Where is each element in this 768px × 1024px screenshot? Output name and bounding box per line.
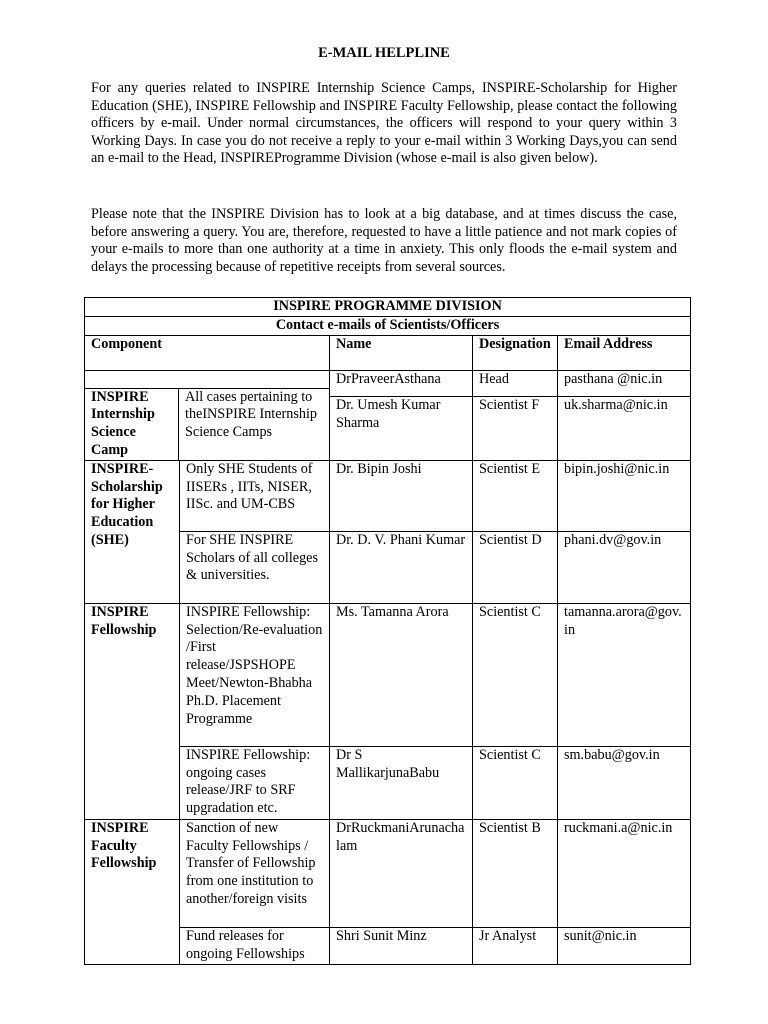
column-header-name: Name — [330, 335, 473, 370]
officer-email: sunit@nic.in — [558, 927, 691, 964]
officer-designation: Scientist D — [473, 531, 558, 603]
contacts-subheading: Contact e-mails of Scientists/Officers — [85, 316, 691, 335]
officer-email: sm.babu@gov.in — [558, 746, 691, 819]
officer-designation: Scientist C — [473, 746, 558, 819]
head-email: pasthana @nic.in — [558, 370, 691, 396]
table-row — [85, 819, 691, 927]
row-description: For SHE INSPIRE Scholars of all colleges & universities. — [180, 531, 330, 603]
page-title: E-MAIL HELPLINE — [318, 45, 450, 61]
column-header-component: Component — [85, 335, 330, 370]
officer-name: Dr. Bipin Joshi — [330, 460, 473, 531]
row-description: Only SHE Students of IISERs , IITs, NISER, IISc. and UM-CBS — [180, 460, 330, 531]
officer-designation: Jr Analyst — [473, 927, 558, 964]
officer-name: DrRuckmaniArunachalam — [330, 819, 473, 927]
column-header-email: Email Address — [558, 335, 691, 370]
component-fellowship: INSPIRE Fellowship — [85, 603, 180, 819]
table-row — [85, 603, 691, 746]
officer-email: bipin.joshi@nic.in — [558, 460, 691, 531]
row-description: INSPIRE Fellowship: ongoing cases release/JRF to SRF upgradation etc. — [180, 746, 330, 819]
row-description: Fund releases for ongoing Fellowships — [180, 927, 330, 964]
column-header-row — [85, 335, 691, 370]
table-row — [85, 460, 691, 531]
officer-name: Dr. D. V. Phani Kumar — [330, 531, 473, 603]
officer-designation: Scientist E — [473, 460, 558, 531]
component-faculty: INSPIRE Faculty Fellowship — [85, 819, 180, 964]
component-she: INSPIRE-Scholarship for Higher Education (SHE) — [85, 460, 180, 603]
officer-designation: Scientist F — [473, 396, 558, 460]
column-header-designation: Designation — [473, 335, 558, 370]
blank-cell — [85, 371, 329, 389]
officer-designation: Scientist C — [473, 603, 558, 746]
division-heading: INSPIRE PROGRAMME DIVISION — [85, 298, 691, 317]
officer-name: Dr. Umesh Kumar Sharma — [330, 396, 473, 460]
component-camp: INSPIRE Internship Science Camp — [85, 389, 179, 460]
officer-email: uk.sharma@nic.in — [558, 396, 691, 460]
head-designation: Head — [473, 370, 558, 396]
row-description: All cases pertaining to theINSPIRE Internship Science Camps — [185, 388, 318, 441]
contacts-table — [84, 297, 691, 965]
table-subheading-row — [85, 316, 691, 335]
head-row — [85, 370, 691, 396]
row-description: INSPIRE Fellowship: Selection/Re-evaluation /First release/JSPSHOPE Meet/Newton-Bhabha Ph.D. Placement Programme — [180, 603, 330, 746]
table-heading-row — [85, 298, 691, 317]
note-paragraph: Please note that the INSPIRE Division has to look at a big database, and at times discuss the case, before answering a query. You are, therefore, requested to have a little patience and not mark copies of your e-mails to more than one authority at a time in anxiety. This only floods the e-mail system and delays the processing because of repetitive receipts from several sources. — [91, 206, 677, 275]
row-description: Sanction of new Faculty Fellowships / Transfer of Fellowship from one institution to another/foreign visits — [180, 819, 330, 927]
officer-email: ruckmani.a@nic.in — [558, 819, 691, 927]
officer-name: Dr S MallikarjunaBabu — [330, 746, 473, 819]
intro-paragraph: For any queries related to INSPIRE Internship Science Camps, INSPIRE-Scholarship for Higher Education (SHE), INSPIRE Fellowship and INSPIRE Faculty Fellowship, please contact the following officers by e-mail. Under normal circumstances, the officers will respond to your query within 3 Working Days. In case you do not receive a reply to your e-mail within 3 Working Days,you can send an e-mail to the Head, INSPIREProgramme Division (whose e-mail is also given below). — [91, 80, 677, 167]
officer-name: Shri Sunit Minz — [330, 927, 473, 964]
officer-email: phani.dv@gov.in — [558, 531, 691, 603]
head-name: DrPraveerAsthana — [330, 370, 473, 396]
officer-designation: Scientist B — [473, 819, 558, 927]
officer-name: Ms. Tamanna Arora — [330, 603, 473, 746]
officer-email: tamanna.arora@gov.in — [558, 603, 691, 746]
